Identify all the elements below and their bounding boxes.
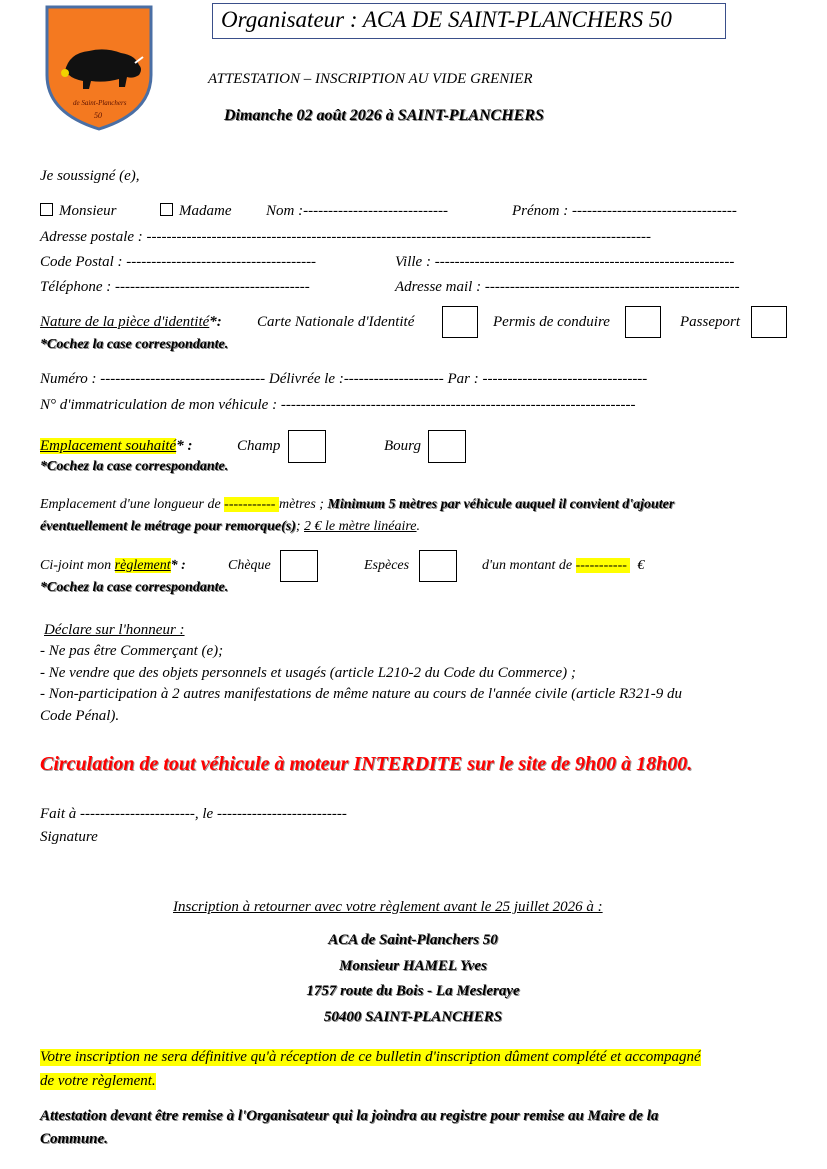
reglement-label: Ci-joint mon règlement* : <box>40 558 186 573</box>
telephone-field[interactable]: Téléphone : --------------------------------------- <box>40 279 310 295</box>
return-address-line: Monsieur HAMEL Yves <box>339 958 487 974</box>
longueur-field[interactable]: ----------- <box>224 497 279 512</box>
permis-label: Permis de conduire <box>493 314 610 330</box>
declaration-title: Déclare sur l'honneur : <box>44 622 185 638</box>
cheque-checkbox[interactable] <box>280 550 318 582</box>
adresse-field[interactable]: Adresse postale : ----------------------------------------------------------------------------------------------------- <box>40 229 652 245</box>
cochez-note-3: *Cochez la case correspondante. <box>40 580 229 595</box>
ville-field[interactable]: Ville : ------------------------------------------------------------ <box>395 254 735 270</box>
monsieur-checkbox[interactable] <box>40 203 53 216</box>
champ-checkbox[interactable] <box>288 430 326 463</box>
traffic-warning: Circulation de tout véhicule à moteur INTERDITE sur le site de 9h00 à 18h00. <box>40 753 693 775</box>
fait-a-field[interactable]: Fait à -----------------------, le -------------------------- <box>40 806 347 822</box>
immat-field[interactable]: N° d'immatriculation de mon véhicule : ----------------------------------------------------------------------- <box>40 397 636 413</box>
organizer-box <box>212 3 726 39</box>
mail-field[interactable]: Adresse mail : --------------------------------------------------- <box>395 279 740 295</box>
cochez-note-1: *Cochez la case correspondante. <box>40 337 229 352</box>
cheque-label: Chèque <box>228 558 271 573</box>
organizer-title: Organisateur : ACA DE SAINT-PLANCHERS 50 <box>221 7 672 32</box>
carte-label: Carte Nationale d'Identité <box>257 314 415 330</box>
madame-checkbox[interactable] <box>160 203 173 216</box>
longueur-line-1: Emplacement d'une longueur de ----------- mètres ; Minimum 5 mètres par véhicule auquel il convient d'ajouter <box>40 497 675 512</box>
return-address-line: ACA de Saint-Planchers 50 <box>328 932 498 948</box>
logo-number: 50 <box>94 111 102 120</box>
monsieur-option[interactable] <box>40 203 117 220</box>
especes-checkbox[interactable] <box>419 550 457 582</box>
return-title: Inscription à retourner avec votre règlement avant le 25 juillet 2026 à : <box>173 899 603 915</box>
subtitle: ATTESTATION – INSCRIPTION AU VIDE GRENIER <box>208 71 533 87</box>
declaration-item: Code Pénal). <box>40 708 120 724</box>
numero-line[interactable]: Numéro : --------------------------------- Délivrée le :-------------------- Par : --------------------------------- <box>40 371 648 387</box>
cochez-note-2: *Cochez la case correspondante. <box>40 459 229 474</box>
monsieur-label: Monsieur <box>59 203 117 219</box>
montant-line: d'un montant de ----------- € <box>482 558 645 573</box>
longueur-line-2: éventuellement le métrage pour remorque(s); 2 € le mètre linéaire. <box>40 519 421 534</box>
prenom-field[interactable]: Prénom : --------------------------------- <box>512 203 737 219</box>
logo <box>43 5 155 131</box>
permis-checkbox[interactable] <box>625 306 661 338</box>
bourg-checkbox[interactable] <box>428 430 466 463</box>
champ-label: Champ <box>237 438 281 454</box>
signature-label: Signature <box>40 829 98 845</box>
passeport-checkbox[interactable] <box>751 306 787 338</box>
carte-checkbox[interactable] <box>442 306 478 338</box>
declaration-item: - Non-participation à 2 autres manifestations de même nature au cours de l'année civile (article R321-9 du <box>40 686 682 702</box>
madame-label: Madame <box>179 203 232 219</box>
nom-field[interactable]: Nom :----------------------------- <box>266 203 448 219</box>
passeport-label: Passeport <box>680 314 740 330</box>
especes-label: Espèces <box>364 558 410 573</box>
madame-option[interactable] <box>160 203 232 220</box>
declaration-item: - Ne pas être Commerçant (e); <box>40 643 224 659</box>
bourg-label: Bourg <box>384 438 421 454</box>
nature-label: Nature de la pièce d'identité*: <box>40 314 222 330</box>
attestation-note-1: Attestation devant être remise à l'Organisateur qui la joindra au registre pour remise au Maire de la <box>40 1108 659 1124</box>
code-postal-field[interactable]: Code Postal : -------------------------------------- <box>40 254 317 270</box>
definitive-note-1: Votre inscription ne sera définitive qu'à réception de ce bulletin d'inscription dûment complété et accompagné <box>40 1049 701 1065</box>
logo-text-bottom: de Saint-Planchers <box>73 99 127 107</box>
definitive-note-2: de votre règlement. <box>40 1073 156 1089</box>
intro: Je soussigné (e), <box>40 168 140 184</box>
emplacement-label: Emplacement souhaité* : <box>40 438 193 454</box>
montant-field[interactable]: ----------- <box>575 558 631 573</box>
return-address-line: 1757 route du Bois - La Mesleraye <box>306 983 520 999</box>
attestation-note-2: Commune. <box>40 1131 108 1147</box>
return-address-line: 50400 SAINT-PLANCHERS <box>323 1009 503 1025</box>
declaration-item: - Ne vendre que des objets personnels et usagés (article L210-2 du Code du Commerce) ; <box>40 665 576 681</box>
event-date: Dimanche 02 août 2026 à SAINT-PLANCHERS <box>224 107 544 124</box>
